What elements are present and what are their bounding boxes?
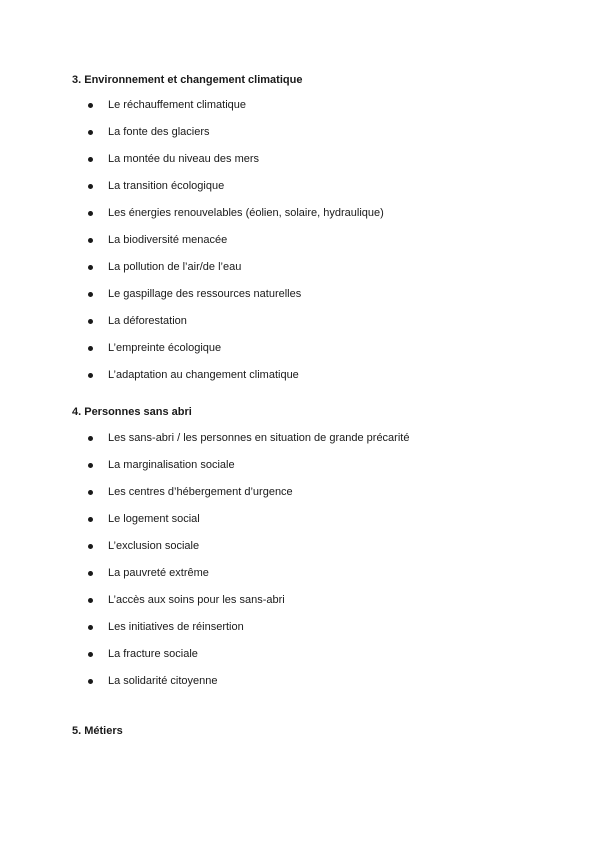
section-heading-homeless: 4. Personnes sans abri bbox=[72, 406, 192, 418]
list-item-text: La montée du niveau des mers bbox=[108, 153, 260, 165]
bullet-icon bbox=[88, 319, 93, 324]
bullet-icon bbox=[88, 157, 93, 162]
bullet-icon bbox=[88, 652, 93, 657]
list-item-text: Le gaspillage des ressources naturelles bbox=[108, 288, 302, 300]
list-item-text: L’accès aux soins pour les sans-abri bbox=[108, 594, 285, 606]
list-item-text: La marginalisation sociale bbox=[108, 459, 235, 471]
list-item-text: La fracture sociale bbox=[108, 648, 198, 660]
section-heading-environment: 3. Environnement et changement climatique bbox=[72, 74, 303, 86]
bullet-icon bbox=[88, 598, 93, 603]
bullet-icon bbox=[88, 211, 93, 216]
bullet-icon bbox=[88, 436, 93, 441]
list-item-text: La biodiversité menacée bbox=[108, 234, 228, 246]
bullet-icon bbox=[88, 517, 93, 522]
section-heading-jobs: 5. Métiers bbox=[72, 725, 123, 737]
bullet-icon bbox=[88, 679, 93, 684]
bullet-icon bbox=[88, 103, 93, 108]
list-item-text: L’adaptation au changement climatique bbox=[108, 369, 299, 381]
list-item-text: L’empreinte écologique bbox=[108, 342, 222, 354]
list-item-text: La solidarité citoyenne bbox=[108, 675, 218, 687]
list-item-text: Le logement social bbox=[108, 513, 200, 525]
bullet-icon bbox=[88, 184, 93, 189]
list-item-text: Les initiatives de réinsertion bbox=[108, 621, 244, 633]
bullet-icon bbox=[88, 373, 93, 378]
bullet-icon bbox=[88, 265, 93, 270]
bullet-icon bbox=[88, 571, 93, 576]
bullet-icon bbox=[88, 130, 93, 135]
bullet-icon bbox=[88, 625, 93, 630]
list-item-text: La pauvreté extrême bbox=[108, 567, 209, 579]
list-item-text: Les énergies renouvelables (éolien, solaire, hydraulique) bbox=[108, 207, 384, 219]
bullet-icon bbox=[88, 238, 93, 243]
list-item-text: Les sans-abri / les personnes en situation de grande précarité bbox=[108, 432, 410, 444]
bullet-icon bbox=[88, 544, 93, 549]
list-item-text: L’exclusion sociale bbox=[108, 540, 200, 552]
bullet-icon bbox=[88, 490, 93, 495]
list-item-text: La fonte des glaciers bbox=[108, 126, 210, 138]
list-item-text: La transition écologique bbox=[108, 180, 225, 192]
list-item-text: Les centres d’hébergement d’urgence bbox=[108, 486, 293, 498]
bullet-icon bbox=[88, 346, 93, 351]
bullet-icon bbox=[88, 292, 93, 297]
list-item-text: La pollution de l’air/de l’eau bbox=[108, 261, 242, 273]
list-item-text: La déforestation bbox=[108, 315, 187, 327]
bullet-icon bbox=[88, 463, 93, 468]
list-item-text: Le réchauffement climatique bbox=[108, 99, 246, 111]
